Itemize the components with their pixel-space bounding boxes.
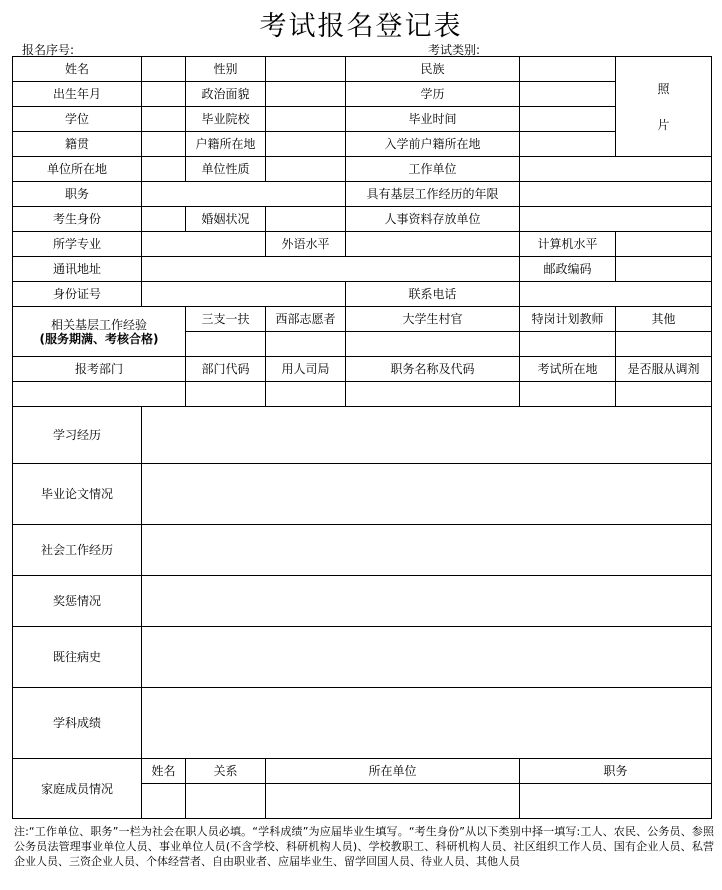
archive-unit-field[interactable] [520, 207, 712, 232]
exam-location-field[interactable] [520, 382, 616, 407]
work-unit-label: 工作单位 [346, 157, 520, 182]
degree-field[interactable] [142, 107, 186, 132]
family-name-label: 姓名 [142, 759, 186, 784]
photo-label-1: 照 [657, 81, 670, 96]
education-label: 学历 [346, 82, 520, 107]
exam-location-label: 考试所在地 [520, 357, 616, 382]
family-label: 家庭成员情况 [13, 759, 142, 819]
medical-label: 既往病史 [13, 627, 142, 688]
grad-time-label: 毕业时间 [346, 107, 520, 132]
western-field[interactable] [266, 332, 346, 357]
village-field[interactable] [346, 332, 520, 357]
family-position-label: 职务 [520, 759, 712, 784]
grassroots-exp-label [13, 307, 186, 357]
rewards-field[interactable] [142, 576, 712, 627]
dept-field[interactable] [13, 382, 186, 407]
registration-form [12, 56, 712, 819]
footnote: 注:“工作单位、职务”一栏为社会在职人员必填。“学科成绩”为应届毕业生填写。“考生身份”从以下类别中择一填写:工人、农民、公务员、参照公务员法管理事业单位人员、事业单位人员(不含学校、科研机构人员)、学校教职工、科研机构人员、社区组织工作人员、国有企业人员、私营企业人员、三资企业人员、个体经营者、自由职业者、应届毕业生、留学回国人员、待业人员、其他人员 [14, 825, 714, 868]
id-number-field[interactable] [142, 282, 346, 307]
name-field[interactable] [142, 57, 186, 82]
employer-label: 用人司局 [266, 357, 346, 382]
hukou-field[interactable] [266, 132, 346, 157]
unit-nature-field[interactable] [266, 157, 346, 182]
job-title-code-field[interactable] [346, 382, 520, 407]
education-field[interactable] [520, 82, 616, 107]
degree-label: 学位 [13, 107, 142, 132]
work-unit-field[interactable] [520, 157, 712, 182]
gender-field[interactable] [266, 57, 346, 82]
unit-location-label: 单位所在地 [13, 157, 142, 182]
postcode-label: 邮政编码 [520, 257, 616, 282]
name-label: 姓名 [13, 57, 142, 82]
social-work-field[interactable] [142, 525, 712, 576]
other-field[interactable] [616, 332, 712, 357]
exam-category-label: 考试类别: [428, 43, 481, 57]
medical-field[interactable] [142, 627, 712, 688]
other-label: 其他 [616, 307, 712, 332]
phone-field[interactable] [520, 282, 712, 307]
marital-field[interactable] [266, 207, 346, 232]
postcode-field[interactable] [616, 257, 712, 282]
thesis-label: 毕业论文情况 [13, 464, 142, 525]
dept-code-field[interactable] [186, 382, 266, 407]
rewards-label: 奖惩情况 [13, 576, 142, 627]
political-label: 政治面貌 [186, 82, 266, 107]
grades-label: 学科成绩 [13, 688, 142, 759]
photo-label-2: 片 [657, 117, 670, 132]
village-label: 大学生村官 [346, 307, 520, 332]
job-title-code-label: 职务名称及代码 [346, 357, 520, 382]
birth-field[interactable] [142, 82, 186, 107]
gender-label: 性别 [186, 57, 266, 82]
western-label: 西部志愿者 [266, 307, 346, 332]
grad-time-field[interactable] [520, 107, 616, 132]
hukou-before-field[interactable] [520, 132, 616, 157]
family-relation-label: 关系 [186, 759, 266, 784]
birth-label: 出生年月 [13, 82, 142, 107]
grassroots-exp-line-2: (服务期满、考核合格) [39, 331, 159, 346]
teacher-field[interactable] [520, 332, 616, 357]
marital-label: 婚姻状况 [186, 207, 266, 232]
sanzhi-label: 三支一扶 [186, 307, 266, 332]
employer-field[interactable] [266, 382, 346, 407]
phone-label: 联系电话 [346, 282, 520, 307]
dept-code-label: 部门代码 [186, 357, 266, 382]
unit-nature-label: 单位性质 [186, 157, 266, 182]
school-field[interactable] [266, 107, 346, 132]
foreign-lang-label: 外语水平 [266, 232, 346, 257]
sanzhi-field[interactable] [186, 332, 266, 357]
id-number-label: 身份证号 [13, 282, 142, 307]
identity-label: 考生身份 [13, 207, 142, 232]
family-unit-field[interactable] [266, 784, 520, 819]
foreign-lang-field[interactable] [346, 232, 520, 257]
adjust-label: 是否服从调剂 [616, 357, 712, 382]
grassroots-exp-line-1: 相关基层工作经验 [50, 317, 147, 332]
unit-location-field[interactable] [142, 157, 186, 182]
family-position-field[interactable] [520, 784, 712, 819]
major-field[interactable] [142, 232, 266, 257]
study-history-label: 学习经历 [13, 407, 142, 464]
ethnicity-label: 民族 [346, 57, 520, 82]
dept-label: 报考部门 [13, 357, 186, 382]
political-field[interactable] [266, 82, 346, 107]
page-title: 考试报名登记表 [259, 11, 463, 42]
position-label: 职务 [13, 182, 142, 207]
study-history-field[interactable] [142, 407, 712, 464]
address-field[interactable] [142, 257, 520, 282]
address-label: 通讯地址 [13, 257, 142, 282]
family-name-field[interactable] [142, 784, 186, 819]
grassroots-years-field[interactable] [520, 182, 712, 207]
photo-box[interactable] [616, 57, 712, 157]
grades-field[interactable] [142, 688, 712, 759]
archive-unit-label: 人事资料存放单位 [346, 207, 520, 232]
native-label: 籍贯 [13, 132, 142, 157]
computer-label: 计算机水平 [520, 232, 616, 257]
family-unit-label: 所在单位 [266, 759, 520, 784]
family-relation-field[interactable] [186, 784, 266, 819]
adjust-field[interactable] [616, 382, 712, 407]
thesis-field[interactable] [142, 464, 712, 525]
school-label: 毕业院校 [186, 107, 266, 132]
teacher-label: 特岗计划教师 [520, 307, 616, 332]
serial-number-label: 报名序号: [22, 43, 75, 57]
ethnicity-field[interactable] [520, 57, 616, 82]
computer-field[interactable] [616, 232, 712, 257]
native-field[interactable] [142, 132, 186, 157]
hukou-before-label: 入学前户籍所在地 [346, 132, 520, 157]
position-field[interactable] [142, 182, 346, 207]
social-work-label: 社会工作经历 [13, 525, 142, 576]
grassroots-years-label: 具有基层工作经历的年限 [346, 182, 520, 207]
major-label: 所学专业 [13, 232, 142, 257]
identity-field[interactable] [142, 207, 186, 232]
hukou-label: 户籍所在地 [186, 132, 266, 157]
